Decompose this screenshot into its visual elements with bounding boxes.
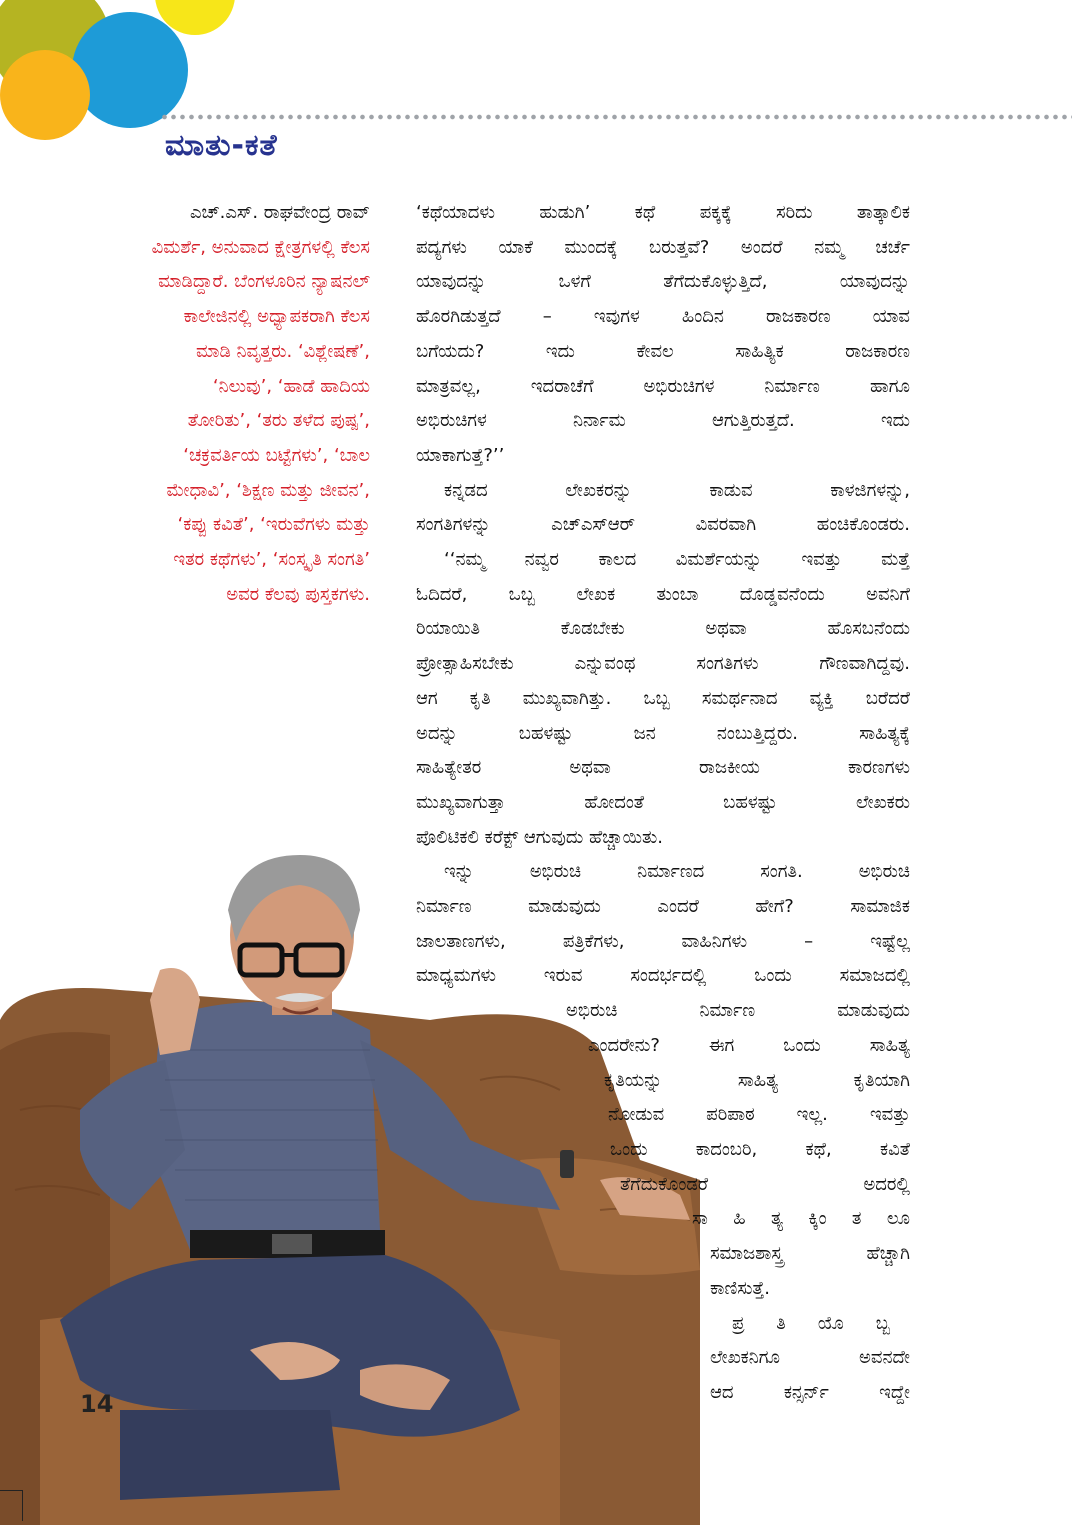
article-line: ಅಭಿರುಚಿ ನಿರ್ಮಾಣ ಮಾಡುವುದು (566, 1000, 910, 1022)
article-line: ‘‘ನಮ್ಮ ನವ್ವರ ಕಾಲದ ವಿಮರ್ಶೆಯನ್ನು ಇವತ್ತು ಮತ್ತೆ (444, 549, 910, 571)
article-line: ಜಾಲತಾಣಗಳು, ಪತ್ರಿಕೆಗಳು, ವಾಹಿನಿಗಳು – ಇಷ್ಟೆಲ್ಲ (416, 930, 910, 952)
article-line: ಸಾ ಹಿ ತ್ಯ ಕ್ಕಿಂ ತ ಲೂ (692, 1208, 910, 1230)
blue-circle (72, 12, 188, 128)
article-line: ಯಾವುದನ್ನು ಒಳಗೆ ತೆಗೆದುಕೊಳ್ಳುತ್ತಿದೆ, ಯಾವುದನ್ನು (416, 271, 910, 293)
article-line: ಆಗ ಕೃತಿ ಮುಖ್ಯವಾಗಿತ್ತು. ಒಬ್ಬ ಸಮರ್ಥನಾದ ವ್ಯಕ್ತಿ ಬರೆದರೆ (416, 687, 910, 709)
article-line: ಲೇಖಕನಿಗೂ ಅವನದೇ (710, 1347, 910, 1369)
bio-text: ವಿಮರ್ಶೆ, ಅನುವಾದ ಕ್ಷೇತ್ರಗಳಲ್ಲಿ ಕೆಲಸ ಮಾಡಿದ್ದಾರೆ. ಬೆಂಗಳೂರಿನ ನ್ಯಾಷನಲ್ ಕಾಲೇಜಿನಲ್ಲಿ ಅಧ್ಯಾಪಕರಾಗಿ ಕೆಲಸ ಮಾಡಿ ನಿವೃತ್ತರು. ‘ವಿಶ್ಲೇಷಣೆ’, ‘ನಿಲುವು’, ‘ಹಾಡೆ ಹಾದಿಯ ತೋರಿತು’, ‘ತರು ತಳೆದ ಪುಷ್ಪ’, ‘ಚಕ್ರವರ್ತಿಯ ಬಟ್ಟೆಗಳು’, ‘ಬಾಲ ಮೇಧಾವಿ’, ‘ಶಿಕ್ಷಣ ಮತ್ತು ಜೀವನ’, ‘ಕಪ್ಪು ಕವಿತೆ’, ‘ಇರುವೆಗಳು ಮತ್ತು ಇತರ ಕಥೆಗಳು’, ‘ಸಂಸ್ಕೃತಿ ಸಂಗತಿ’ ಅವರ ಕೆಲವು ಪುಸ್ತಕಗಳು. (151, 236, 370, 605)
article-line: ಬಗೆಯದು? ಇದು ಕೇವಲ ಸಾಹಿತ್ಯಿಕ ರಾಜಕಾರಣ (416, 340, 910, 362)
article-line: ಪದ್ಯಗಳು ಯಾಕೆ ಮುಂದಕ್ಕೆ ಬರುತ್ತವೆ? ಅಂದರೆ ನಮ್ಮ ಚರ್ಚೆ (416, 236, 910, 258)
article-line: ಪ್ರ ತಿ ಯೊ ಬ್ಬ (732, 1312, 890, 1334)
section-title: ಮಾತು-ಕತೆ (165, 128, 278, 163)
article-line: ರಿಯಾಯಿತಿ ಕೊಡಬೇಕು ಅಥವಾ ಹೊಸಬನೆಂದು (416, 618, 910, 640)
article-line: ಕೃತಿಯನ್ನು ಸಾಹಿತ್ಯ ಕೃತಿಯಾಗಿ (604, 1069, 910, 1091)
author-name: ಎಚ್.ಎಸ್. ರಾಘವೇಂದ್ರ ರಾವ್ (189, 202, 370, 223)
article-line: ಕಾಣಿಸುತ್ತೆ. (710, 1277, 770, 1299)
article-line: ಮಾಧ್ಯಮಗಳು ಇರುವ ಸಂದರ್ಭದಲ್ಲಿ ಒಂದು ಸಮಾಜದಲ್ಲಿ (416, 965, 910, 987)
article-line: ಕನ್ನಡದ ಲೇಖಕರನ್ನು ಕಾಡುವ ಕಾಳಜಿಗಳನ್ನು, (444, 479, 910, 501)
article-line: ಸಂಗತಿಗಳನ್ನು ಎಚ್‌ಎಸ್‌ಆರ್ ವಿವರವಾಗಿ ಹಂಚಿಕೊಂಡರು. (416, 514, 910, 536)
article-line: ತೆಗೆದುಕೊಂಡರೆ ಅದರಲ್ಲಿ (620, 1173, 910, 1195)
article-line: ಆದ ಕನ್ಸರ್ನ್ ಇದ್ದೇ (710, 1381, 910, 1403)
author-bio (150, 196, 370, 612)
article-line: ನಿರ್ಮಾಣ ಮಾಡುವುದು ಎಂದರೆ ಹೇಗೆ? ಸಾಮಾಜಿಕ (416, 896, 910, 918)
article-line: ಮಾತ್ರವಲ್ಲ, ಇದರಾಚೆಗೆ ಅಭಿರುಚಿಗಳ ನಿರ್ಮಾಣ ಹಾಗೂ (416, 375, 910, 397)
article-line: ಓದಿದರೆ, ಒಬ್ಬ ಲೇಖಕ ತುಂಬಾ ದೊಡ್ಡವನೆಂದು ಅವನಿಗೆ (416, 583, 910, 605)
article-line: ‘ಕಥೆಯಾದಳು ಹುಡುಗಿ’ ಕಥೆ ಪಕ್ಕಕ್ಕೆ ಸರಿದು ತಾತ್ಕಾಲಿಕ (416, 202, 910, 223)
crop-mark (0, 1490, 23, 1521)
article-line: ಪೊಲಿಟಿಕಲಿ ಕರೆಕ್ಟ್ ಆಗುವುದು ಹೆಚ್ಚಾಯಿತು. (416, 826, 663, 848)
article-line: ನೋಡುವ ಪರಿಪಾಠ ಇಲ್ಲ. ಇವತ್ತು (608, 1104, 910, 1126)
dotted-divider (160, 114, 1072, 120)
orange-circle (0, 50, 90, 140)
article-line: ಯಾಕಾಗುತ್ತೆ?’’ (416, 444, 505, 466)
article-body (416, 196, 910, 1411)
article-line: ಮುಖ್ಯವಾಗುತ್ತಾ ಹೋದಂತೆ ಬಹಳಷ್ಟು ಲೇಖಕರು (416, 791, 910, 813)
article-line: ಹೊರಗಿಡುತ್ತದೆ – ಇವುಗಳ ಹಿಂದಿನ ರಾಜಕಾರಣ ಯಾವ (416, 306, 910, 328)
article-line: ಪ್ರೋತ್ಸಾಹಿಸಬೇಕು ಎನ್ನುವಂಥ ಸಂಗತಿಗಳು ಗೌಣವಾಗಿದ್ದವು. (416, 653, 910, 675)
article-line: ಸಮಾಜಶಾಸ್ತ್ರ ಹೆಚ್ಚಾಗಿ (710, 1243, 910, 1265)
article-line: ಇನ್ನು ಅಭಿರುಚಿ ನಿರ್ಮಾಣದ ಸಂಗತಿ. ಅಭಿರುಚಿ (444, 861, 910, 883)
page-number: 14 (80, 1390, 114, 1418)
article-line: ಒಂದು ಕಾದಂಬರಿ, ಕಥೆ, ಕವಿತೆ (610, 1138, 910, 1160)
article-line: ಎಂದರೇನು? ಈಗ ಒಂದು ಸಾಹಿತ್ಯ (588, 1034, 910, 1056)
article-line: ಸಾಹಿತ್ಯೇತರ ಅಥವಾ ರಾಜಕೀಯ ಕಾರಣಗಳು (416, 757, 910, 779)
article-line: ಅಭಿರುಚಿಗಳ ನಿರ್ನಾಮ ಆಗುತ್ತಿರುತ್ತದೆ. ಇದು (416, 410, 910, 432)
article-line: ಅದನ್ನು ಬಹಳಷ್ಟು ಜನ ನಂಬುತ್ತಿದ್ದರು. ಸಾಹಿತ್ಯಕ್ಕೆ (416, 722, 910, 744)
